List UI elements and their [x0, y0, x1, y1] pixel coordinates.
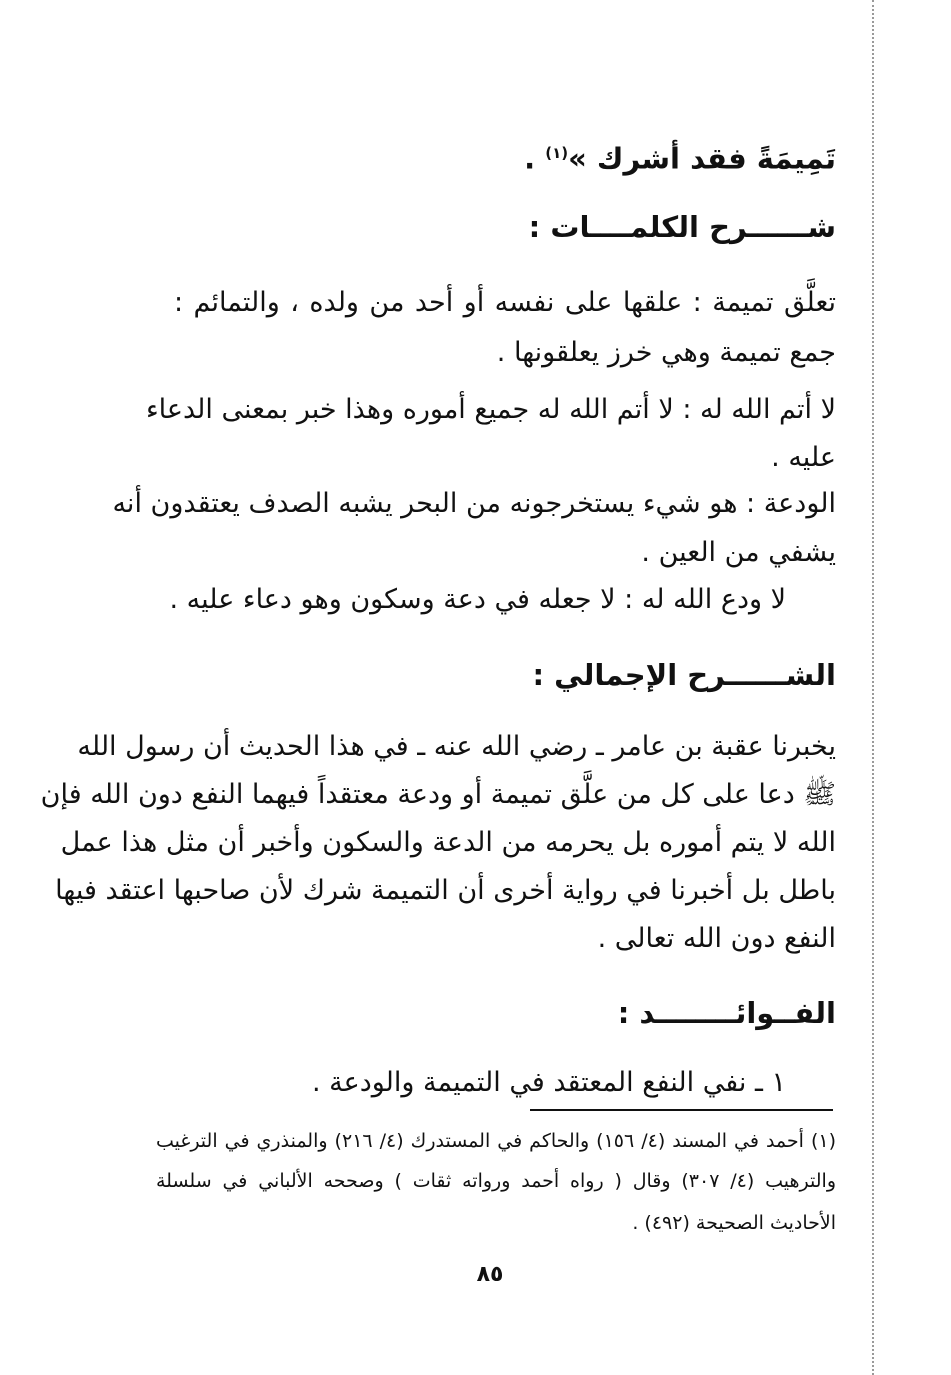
- text-line-13: النفع دون الله تعالى .: [597, 923, 836, 954]
- binding-margin-dotted-line: [872, 0, 874, 1375]
- text-line-4: لا أتم الله له : لا أتم الله له جميع أموره وهذا خبر بمعنى الدعاء: [145, 394, 836, 425]
- text-line-3: جمع تميمة وهي خرز يعلقونها .: [496, 337, 836, 368]
- text-line-10: ﷺ دعا على كل من علَّق تميمة أو ودعة معتقداً فيهما النفع دون الله فإن: [40, 779, 836, 810]
- page-number: ٨٥: [476, 1262, 504, 1287]
- footnote-ref-1[interactable]: (١): [545, 144, 569, 162]
- text-line-11: الله لا يتم أموره بل يحرمه من الدعة والسكون وأخبر أن مثل هذا عمل: [60, 827, 836, 858]
- text-line-2: تعلَّق تميمة : علقها على نفسه أو أحد من ولده ، والتمائم :: [174, 287, 836, 318]
- footnote-line-1: (١) أحمد في المسند (٤/ ١٥٦) والحاكم في المستدرك (٤/ ٢١٦) والمنذري في الترغيب: [156, 1130, 836, 1152]
- text-line-14: ١ ـ نفي النفع المعتقد في التميمة والودعة .: [311, 1067, 786, 1098]
- footnote-line-3: الأحاديث الصحيحة (٤٩٢) .: [632, 1212, 836, 1234]
- text-line-6: الودعة : هو شيء يستخرجونه من البحر يشبه الصدف يعتقدون أنه: [112, 488, 836, 519]
- hadith-ending-stop: .: [524, 141, 546, 176]
- footnote-separator: [530, 1109, 833, 1111]
- heading-general-explanation: الشــــــرح الإجمالي :: [532, 658, 836, 692]
- heading-word-explanation: شــــــرح الكلمــــات :: [528, 210, 836, 244]
- heading-benefits: الفــوائــــــــد :: [617, 996, 836, 1030]
- hadith-ending: تَمِيمَةً فقد أشرك »: [568, 141, 836, 176]
- text-line-5: عليه .: [771, 442, 836, 473]
- text-line-9: يخبرنا عقبة بن عامر ـ رضي الله عنه ـ في هذا الحديث أن رسول الله: [77, 731, 836, 762]
- text-line-1: [156, 133, 836, 179]
- text-line-7: يشفي من العين .: [641, 537, 836, 568]
- text-line-12: باطل بل أخبرنا في رواية أخرى أن التميمة شرك لأن صاحبها اعتقد فيها: [55, 875, 836, 906]
- text-line-8: لا ودع الله له : لا جعله في دعة وسكون وهو دعاء عليه .: [169, 584, 786, 615]
- footnote-line-2: والترهيب (٤/ ٣٠٧) وقال ( رواه أحمد ورواته ثقات ) وصححه الألباني في سلسلة: [156, 1170, 836, 1192]
